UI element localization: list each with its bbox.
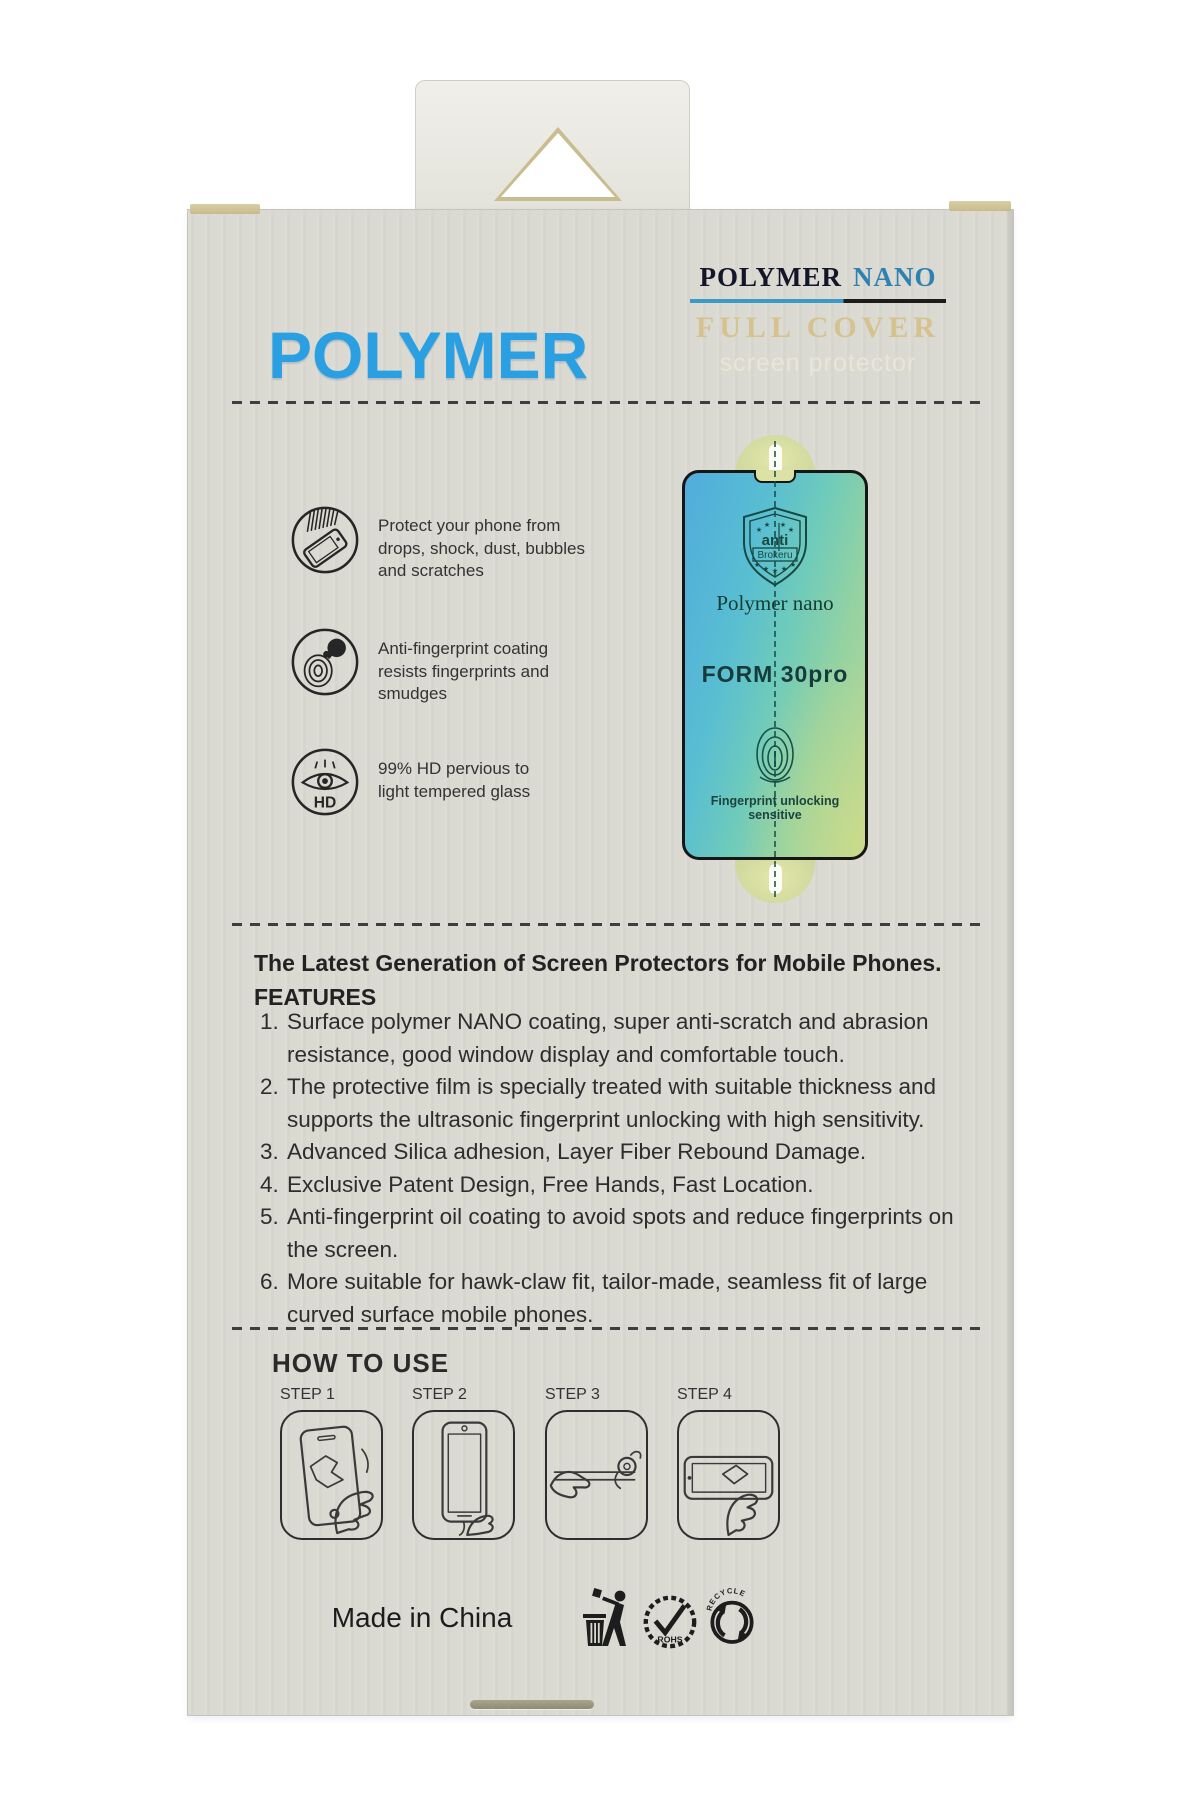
hd-label: HD xyxy=(313,794,337,812)
step2-label: STEP 2 xyxy=(412,1386,467,1403)
svg-text:★: ★ xyxy=(771,568,779,575)
flap-edge-left xyxy=(190,204,260,214)
header-title-polymer: POLYMER xyxy=(699,262,842,292)
dashed-divider-3 xyxy=(232,1327,987,1330)
film-model-label: FORM 30pro xyxy=(701,661,849,687)
svg-text:★: ★ xyxy=(763,522,771,529)
hd-eye-icon xyxy=(289,746,361,818)
shield-word-brokeru: Brokeru xyxy=(757,550,793,561)
feature-item: 1. Surface polymer NANO coating, super anti-scratch and abrasion resistance, good window display and comfortable touch. xyxy=(285,1006,989,1071)
recycle-label: RECYCLE xyxy=(704,1586,748,1612)
made-in-label: Made in China xyxy=(331,1602,513,1633)
features-heading xyxy=(254,950,994,1011)
film-centerline xyxy=(771,441,779,897)
step4-label: STEP 4 xyxy=(677,1386,732,1403)
svg-text:★: ★ xyxy=(762,566,770,573)
step4-press-icon xyxy=(677,1410,780,1540)
header-rule xyxy=(690,299,946,303)
screen-protector-label: screen protector xyxy=(719,349,917,377)
feature-item: 4. Exclusive Patent Design, Free Hands, Fast Location. xyxy=(285,1169,989,1202)
header-title-nano: NANO xyxy=(853,262,937,292)
feature-item: 6. More suitable for hawk-claw fit, tailor-made, seamless fit of large curved surface mobile phones. xyxy=(285,1266,989,1331)
package-front xyxy=(188,210,1013,1715)
bottom-slot xyxy=(470,1700,594,1709)
feature-text-hd: 99% HD pervious to light tempered glass xyxy=(378,759,531,801)
features-list xyxy=(254,1006,989,1331)
features-heading-line2: FEATURES xyxy=(254,984,377,1010)
how-to-use-title: HOW TO USE xyxy=(272,1348,450,1378)
hang-tab xyxy=(415,80,690,216)
tidy-man-icon xyxy=(581,1588,639,1654)
full-cover-label: FULL COVER xyxy=(695,311,941,344)
brand-title: POLYMER xyxy=(268,318,589,392)
step1-label: STEP 1 xyxy=(280,1386,335,1403)
header-title xyxy=(686,262,950,293)
step2-peel-icon xyxy=(412,1410,515,1540)
no-badge-label: NO xyxy=(331,643,343,653)
screen-protector-film xyxy=(682,435,868,903)
film-name-label: Polymer nano xyxy=(716,591,834,615)
rohs-label: ROHS xyxy=(657,1634,683,1645)
film-caption: Fingerprint unlocking sensitive xyxy=(710,794,840,822)
hang-hole xyxy=(501,133,615,197)
header-block xyxy=(686,262,950,378)
flap-edge-right xyxy=(949,201,1011,211)
feature-item: 3. Advanced Silica adhesion, Layer Fiber Rebound Damage. xyxy=(285,1136,989,1169)
feature-text-antifingerprint: Anti-fingerprint coating resists fingerprints and smudges xyxy=(378,639,550,703)
feature-item: 5. Anti-fingerprint oil coating to avoid spots and reduce fingerprints on the screen. xyxy=(285,1201,989,1266)
no-fingerprint-icon xyxy=(289,626,361,698)
step3-label: STEP 3 xyxy=(545,1386,600,1403)
dashed-divider-2 xyxy=(232,923,987,926)
svg-text:★: ★ xyxy=(787,527,795,534)
svg-text:★: ★ xyxy=(755,527,763,534)
rohs-icon xyxy=(640,1592,700,1654)
svg-text:★: ★ xyxy=(789,562,797,569)
recycle-icon xyxy=(702,1582,762,1652)
dashed-divider-1 xyxy=(232,401,987,404)
step3-hold-film-icon xyxy=(545,1410,648,1540)
svg-text:★: ★ xyxy=(753,562,761,569)
svg-text:★: ★ xyxy=(780,566,788,573)
feature-text-protect: Protect your phone from drops, shock, dust, bubbles and scratches xyxy=(378,516,585,580)
features-heading-line1: The Latest Generation of Screen Protectors for Mobile Phones. xyxy=(254,950,942,976)
step1-wipe-icon xyxy=(280,1410,383,1540)
svg-text:★: ★ xyxy=(779,522,787,529)
phone-drop-icon xyxy=(289,504,361,576)
feature-item: 2. The protective film is specially treated with suitable thickness and supports the ultrasonic fingerprint unlocking with high sensitivity. xyxy=(285,1071,989,1136)
shield-word-anti: anti xyxy=(761,532,789,549)
